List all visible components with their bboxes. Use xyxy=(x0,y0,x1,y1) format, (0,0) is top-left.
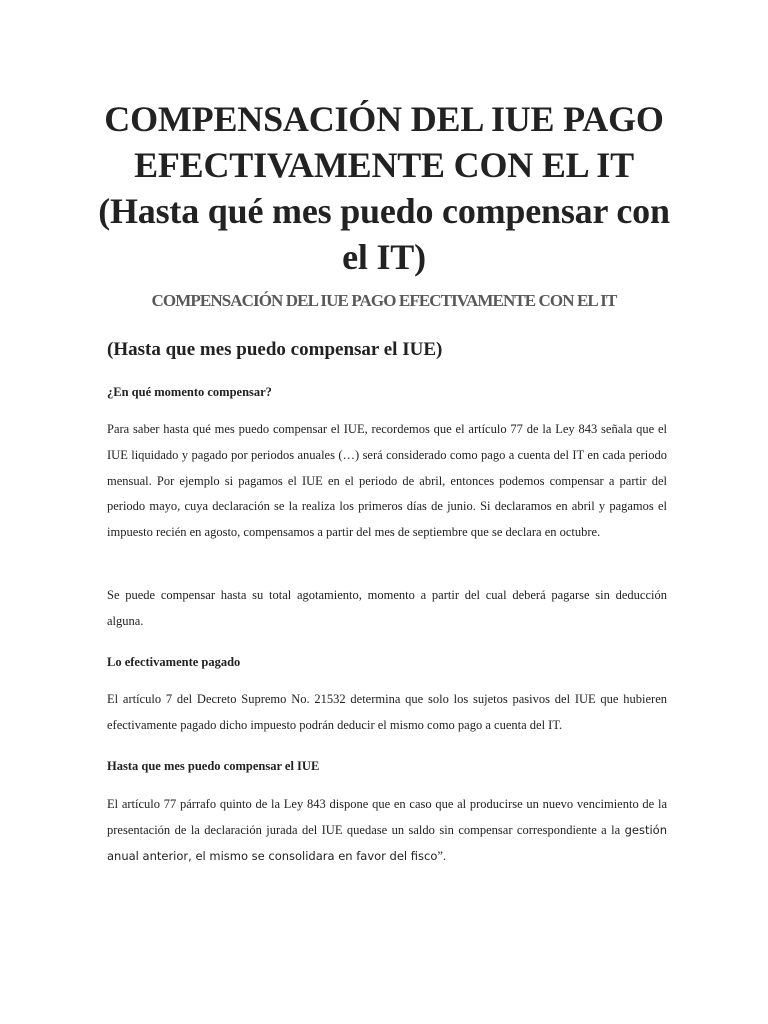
heading-effectively-paid: Lo efectivamente pagado xyxy=(107,655,241,669)
paragraph-decree-article-7: El artículo 7 del Decreto Supremo No. 21532 determina que solo los sujetos pasivos del IUE que hubieren efectivamente pagado dicho impuesto podrán deducir el mismo como pago a cuenta del IT. xyxy=(107,692,667,732)
paragraph-article-77-end: ”. xyxy=(437,848,447,863)
paragraph-article-77 xyxy=(107,792,667,869)
paragraph-article-77-part1: El artículo 77 párrafo quinto de la Ley 843 dispone que en caso que al producirse un nuevo vencimiento de la presentación de la declaración jurada del IUE quedase un saldo sin compensar correspondiente a la xyxy=(107,797,667,837)
heading-until-month: Hasta que mes puedo compensar el IUE xyxy=(107,759,320,773)
section-heading: (Hasta que mes puedo compensar el IUE) xyxy=(107,339,443,360)
document-subtitle: COMPENSACIÓN DEL IUE PAGO EFECTIVAMENTE CON EL IT xyxy=(151,291,617,310)
document-title: COMPENSACIÓN DEL IUE PAGO EFECTIVAMENTE CON EL IT (Hasta qué mes puedo compensar con el IT) xyxy=(98,99,670,277)
paragraph-compensation-timing: Para saber hasta qué mes puedo compensar el IUE, recordemos que el artículo 77 de la Ley 843 señala que el IUE liquidado y pagado por periodos anuales (…) será considerado como pago a cuenta del IT en cada periodo mensual. Por ejemplo si pagamos el IUE en el periodo de abril, entonces podemos compensar a partir del periodo mayo, cuya declaración se la realiza los primeros días de junio. Si declaramos en abril y pagamos el impuesto recién en agosto, compensamos a partir del mes de septiembre que se declara en octubre. xyxy=(107,422,667,540)
paragraph-total-depletion: Se puede compensar hasta su total agotamiento, momento a partir del cual deberá pagarse sin deducción alguna. xyxy=(107,588,667,628)
paragraph-article-77-quote: gestión anual anterior, el mismo se consolidara en favor del fisco xyxy=(107,822,667,863)
question-heading: ¿En qué momento compensar? xyxy=(107,385,272,399)
